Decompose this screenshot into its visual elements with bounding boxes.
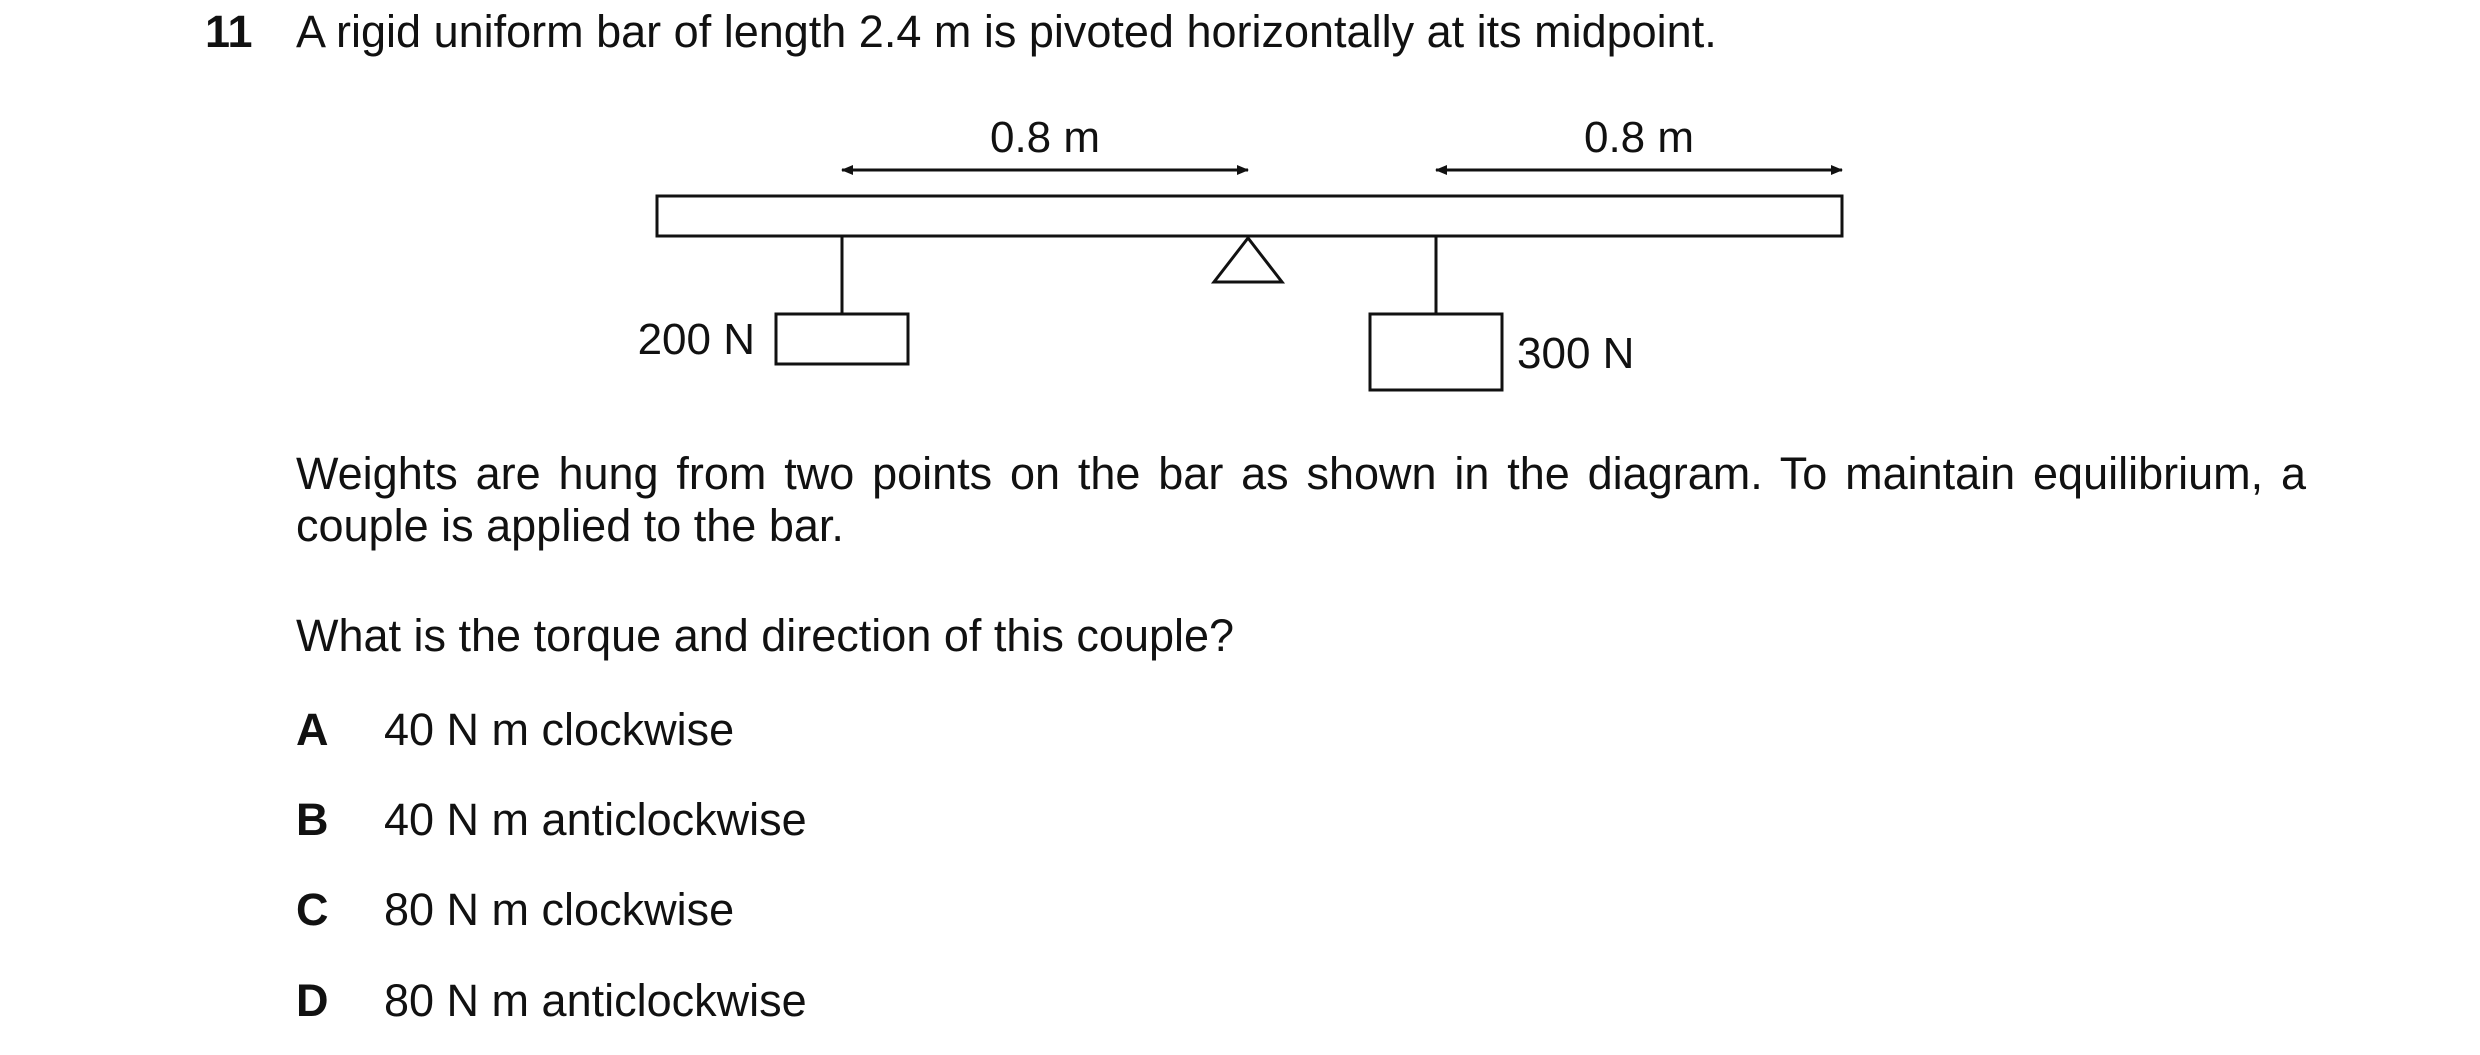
question-paragraph: Weights are hung from two points on the bar as shown in the diagram. To maintain equilibrium, a couple is applied to the bar.	[296, 448, 2306, 551]
right-distance-label: 0.8 m	[1583, 113, 1695, 162]
option-text: 40 N m clockwise	[384, 704, 735, 755]
rigid-bar	[657, 196, 1842, 236]
question-stem: A rigid uniform bar of length 2.4 m is pivoted horizontally at its midpoint.	[296, 6, 1717, 57]
pivot-triangle	[1214, 238, 1282, 282]
question-number: 11	[205, 6, 253, 57]
left-weight-label: 200 N	[637, 315, 755, 364]
option-text: 80 N m anticlockwise	[384, 975, 807, 1026]
left-weight-block	[776, 314, 908, 364]
question-ask: What is the torque and direction of this couple?	[296, 610, 1235, 661]
right-weight-block	[1370, 314, 1502, 390]
option-letter: D	[296, 975, 329, 1026]
option-text: 80 N m clockwise	[384, 884, 735, 935]
lever-diagram	[600, 100, 1900, 420]
option-letter: B	[296, 794, 329, 845]
right-weight-label: 300 N	[1517, 329, 1635, 378]
option-text: 40 N m anticlockwise	[384, 794, 807, 845]
option-letter: C	[296, 884, 329, 935]
left-distance-label: 0.8 m	[989, 113, 1101, 162]
option-letter: A	[296, 704, 329, 755]
